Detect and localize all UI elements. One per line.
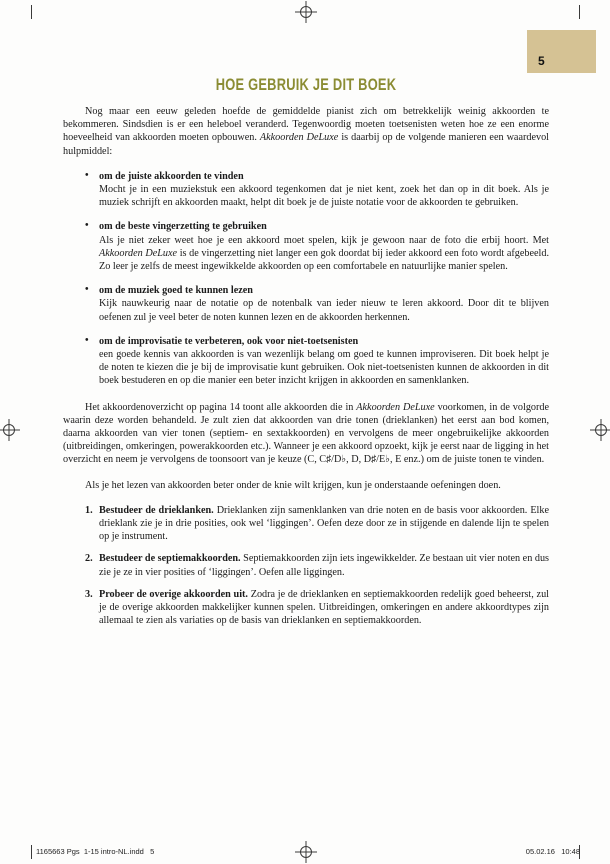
crop-mark-icon [31,5,32,19]
bullet-item [63,335,549,388]
bullet-title: om de muziek goed te kunnen lezen [99,285,253,297]
registration-mark-icon [0,419,20,441]
item-lead: Probeer de overige akkoorden uit. [99,588,248,600]
bullet-body [99,183,549,209]
bullet-body-text: is de vingerzetting niet langer een gok doordat bij ieder akkoord een foto wordt afgebeeld. Zo leer je zelfs de meest ingewikkelde akkoorden op een comfortabele en natuurlijke manier spelen. [99,247,549,273]
overview-text-cont: voorkomen, in de volgorde waarin deze worden behandeld. Je zult zien dat akkoorden van drie tonen (drieklanken) het eerst aan bod komen, daarna akkoorden van vier tonen (septiem- en sextakkoorden) en vervolgens de meer ongebruikelijke akkoorden (uitbreidingen, omkeringen, powerakkoorden etc.). Wanneer je een akkoord opzoekt, kijk je eerst naar de ligging in het overzicht en neem je vervolgens de toonsoort van je keuze (C, C♯/D♭, D, D♯/E♭, E enz.) om de juiste tonen te vinden. [63,401,550,466]
bullet-item [63,170,549,210]
item-lead: Bestudeer de drieklanken. [99,504,214,516]
footer-right: 05.02.16 10:48 [525,847,580,856]
registration-mark-icon [295,1,317,23]
bullet-icon: • [85,334,89,346]
bullet-body [99,234,549,274]
bullet-body-text: Mocht je in een muziekstuk een akkoord tegenkomen dat je niet kent, zoek het dan op in dit boek. Als je muziek schrijft en akkoorden maakt, helpt dit boek je de juiste notatie voor de akkoorden te gebruiken. [99,184,549,209]
footer-left: 1165663 Pgs 1-15 intro-NL.indd 5 [36,847,155,856]
bullet-icon: • [85,169,89,181]
numbered-item [63,504,549,544]
bullet-item [63,220,549,273]
item-body: Zodra je de drieklanken en septiemakkoorden redelijk goed beheerst, zul je de overige akkoorden makkelijker kunnen spelen. Uitbreidingen, omkeringen en andere akkoordtypes zijn allemaal te zien als variaties op de basis van drieklanken en septiemakkoorden. [99,588,549,627]
bullet-title: om de beste vingerzetting te gebruiken [99,221,267,233]
overview-text: Het akkoordenoverzicht op pagina 14 toont alle akkoorden die in [85,401,357,413]
page-content [63,76,549,637]
registration-mark-icon [590,419,610,441]
exercise-intro: Als je het lezen van akkoorden beter onder de knie wilt krijgen, kun je onderstaande oefeningen doen. [85,479,501,491]
item-number: 2. [85,553,93,565]
print-slug-line [36,847,580,856]
bullet-body [99,297,549,323]
bullet-title: om de improvisatie te verbeteren, ook voor niet-toetsenisten [99,335,359,347]
bullet-icon: • [85,284,89,296]
bullet-icon: • [85,220,89,232]
item-number: 1. [85,504,93,516]
bullet-body-text: Kijk nauwkeurig naar de notatie op de notenbalk van ieder nieuw te leren akkoord. Door dit te blijven oefenen zul je veel beter de noten kunnen lezen en de akkoorden herkennen. [99,298,549,323]
book-title-italic: Akkoorden DeLuxe [259,132,339,144]
bullet-body-text: Als je niet zeker weet hoe je een akkoord moet spelen, kijk je gewoon naar de foto die erbij hoort. Met [99,234,549,246]
bullet-body-text: een goede kennis van akkoorden is van wezenlijk belang om goed te kunnen improviseren. Dit boek helpt je de noten te kiezen die je bij de improvisatie kunt gebruiken. Ook niet-toetsenisten kunnen de akkoorden in dit boek bestuderen en op die manier een beter inzicht krijgen in akkoorden en samenklanken. [99,349,549,387]
numbered-list [63,504,549,628]
numbered-item [63,588,549,628]
intro-text-cont: is daarbij op de volgende manieren een waardevol hulpmiddel: [63,132,549,157]
page-title: HOE GEBRUIK JE DIT BOEK [215,76,397,94]
overview-paragraph [63,401,549,467]
item-body: Septiemakkoorden zijn iets ingewikkelder. Ze bestaan uit vier noten en dus zie je ze in vier posities of ‘liggingen’. Oefen alle liggingen. [99,553,550,578]
numbered-item [63,552,549,578]
page-number-tab [527,30,596,73]
item-lead: Bestudeer de septiemakkoorden. [99,553,241,565]
book-title-italic: Akkoorden DeLuxe [356,401,435,413]
bullet-body [99,348,549,388]
item-number: 3. [85,588,93,600]
bullet-item [63,284,549,324]
item-body: Drieklanken zijn samenklanken van drie noten en de basis voor akkoorden. Elke drieklank zie je in drie posities, ook wel ‘liggingen’. Oefen deze door ze in stijgende en dalende lijn te spelen op je instrument. [99,504,549,543]
crop-mark-icon [31,845,32,859]
bullet-list [63,170,549,388]
book-title-italic: Akkoorden DeLuxe [99,247,178,259]
crop-mark-icon [579,5,580,19]
bullet-title: om de juiste akkoorden te vinden [99,170,244,182]
intro-paragraph [63,105,549,158]
page-number: 5 [538,54,545,68]
intro-text: Nog maar een eeuw geleden hoefde de gemiddelde pianist zich om betrekkelijk weinig akkoorden te bekommeren. Sindsdien is er een heleboel veranderd. Tegenwoordig moeten toetsenisten weten hoe ze een enorme hoeveelheid van akkoorden moeten opbouwen. [63,106,549,144]
